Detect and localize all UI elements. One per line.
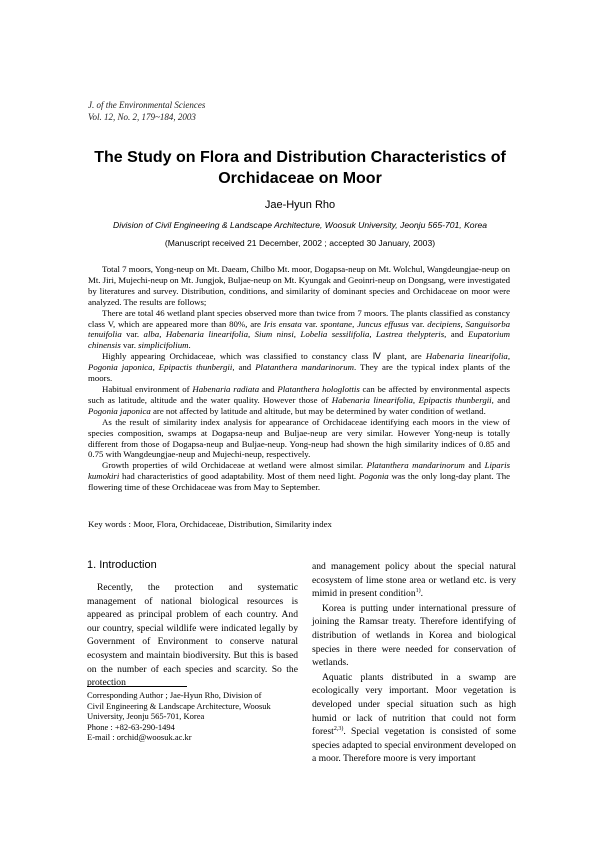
body-paragraph: Korea is putting under international pressure of joining the Ramsar treaty. Therefore identifying of distribution of wetlands in Korea and biological species in there were needed for conservation of wetlands. bbox=[312, 602, 516, 669]
author-name: Jae-Hyun Rho bbox=[264, 199, 336, 211]
left-column bbox=[87, 559, 298, 690]
abstract-paragraph: As the result of similarity index analysis for appearance of Orchidaceae identifying each moors in the view of species composition, swamps at Dogapsa-neup and Buljae-neup are very similar. However Yong-neup is totally different from those of Dogapsa-neup and Buljae-neup. Yong-neup had shown the high similarity indices of 0.85 and 0.75 with Wangdeungjae-neup and Mujechi-neup, respectively. bbox=[88, 416, 510, 460]
body-paragraph: and management policy about the special natural ecosystem of lime stone area or wetland etc. is very mimid in present condition$^{1)}$. bbox=[312, 561, 516, 600]
abstract-paragraph: There are total 46 wetland plant species observed more than twice from 7 moors. The plants classified as constancy class V, which are appeared more than 80%, are Iris ensata var. spontane, Juncus effusus var. decipiens, Sanguisorba tenuifolia var. alba, Habenaria linearifolia, Sium ninsi, Lobelia sessilifolia, Lastrea thelypteris, and Eupatorium chinensis var. simplicifolium. bbox=[88, 307, 510, 351]
body-paragraph: Aquatic plants distributed in a swamp are ecologically very important. Moor vegetation is developed under special situation such as high humid or lack of nutrition that could not form forest$^{2,3)}$. Special vegetation is consisted of some species adapted to special environment developed on a moor. Therefore moore is very important bbox=[312, 671, 516, 765]
manuscript-dates: (Manuscript received 21 December, 2002 ; accepted 30 January, 2003) bbox=[164, 238, 436, 248]
footnote-divider bbox=[87, 686, 187, 687]
footnote-line: University, Jeonju 565-701, Korea bbox=[87, 711, 205, 722]
abstract-paragraph: Highly appearing Orchidaceae, which was classified to constancy class Ⅳ plant, are Habenaria linearifolia, Pogonia japonica, Epipactis thunbergii, and Platanthera mandarinorum. They are the typical index plants of the moors. bbox=[88, 351, 511, 384]
author-affiliation: Division of Civil Engineering & Landscape Architecture, Woosuk University, Jeonju 565-701, Korea bbox=[112, 220, 488, 230]
paper-title-line1: The Study on Flora and Distribution Characteristics of bbox=[94, 149, 506, 166]
right-column bbox=[312, 560, 516, 766]
journal-volume: Vol. 12, No. 2, 179~184, 2003 bbox=[88, 112, 196, 122]
section-heading-introduction: 1. Introduction bbox=[87, 559, 157, 571]
keywords: Key words : Moor, Flora, Orchidaceae, Distribution, Similarity index bbox=[88, 519, 332, 529]
abstract-paragraph: Growth properties of wild Orchidaceae at wetland were almost similar. Platanthera mandarinorum and Liparis kumokiri had characteristics of good adaptability. Most of them need light. Pogonia was the only long-day plant. The flowering time of these Orchidaceae was from May to September. bbox=[88, 460, 511, 493]
abstract-paragraph: Total 7 moors, Yong-neup on Mt. Daeam, Chilbo Mt. moor, Dogapsa-neup on Mt. Wolchul, Wangdeungjae-neup on Mt. Jiri, Mujechi-neup on Mt. Jungjok, Buljae-neup on Mt. Kyungak and Geoinri-neup on Dongsang, were investigated by literatures and survey. Distribution, conditions, and similarity of dominant species and Orchidaceae on moor were analyzed. The results are follows; bbox=[88, 264, 510, 307]
footnote-phone: Phone : +82-63-290-1494 bbox=[87, 721, 175, 732]
abstract bbox=[88, 264, 510, 493]
corresponding-author-footnote bbox=[87, 690, 299, 743]
paper-title-line2: Orchidaceae on Moor bbox=[218, 170, 382, 187]
abstract-paragraph: Habitual environment of Habenaria radiata and Platanthera hologlottis can be affected by environmental aspects such as latitude, altitude and the water quality. However those of Habenaria linearifolia, Epipactis thunbergii, and Pogonia japonica are not affected by latitude and altitude, but may be determined by water condition of wetland. bbox=[88, 383, 510, 416]
body-paragraph: Recently, the protection and systematic management of national biological resources is appeared as principal problem of each country. And our country, special wildlife were indicated legally by Government of Environment to conserve natural ecosystem and maintain biodiversity. But this is based on the number of each species and scarcity. So the protection bbox=[87, 582, 298, 689]
footnote-line: Corresponding Author ; Jae-Hyun Rho, Division of bbox=[87, 690, 262, 700]
footnote-email: E-mail : orchid@woosuk.ac.kr bbox=[87, 732, 192, 743]
footnote-line: Civil Engineering & Landscape Architecture, Woosuk bbox=[87, 700, 271, 711]
journal-name: J. of the Environmental Sciences bbox=[88, 100, 206, 110]
paper-title bbox=[60, 147, 540, 189]
journal-citation bbox=[88, 99, 205, 123]
